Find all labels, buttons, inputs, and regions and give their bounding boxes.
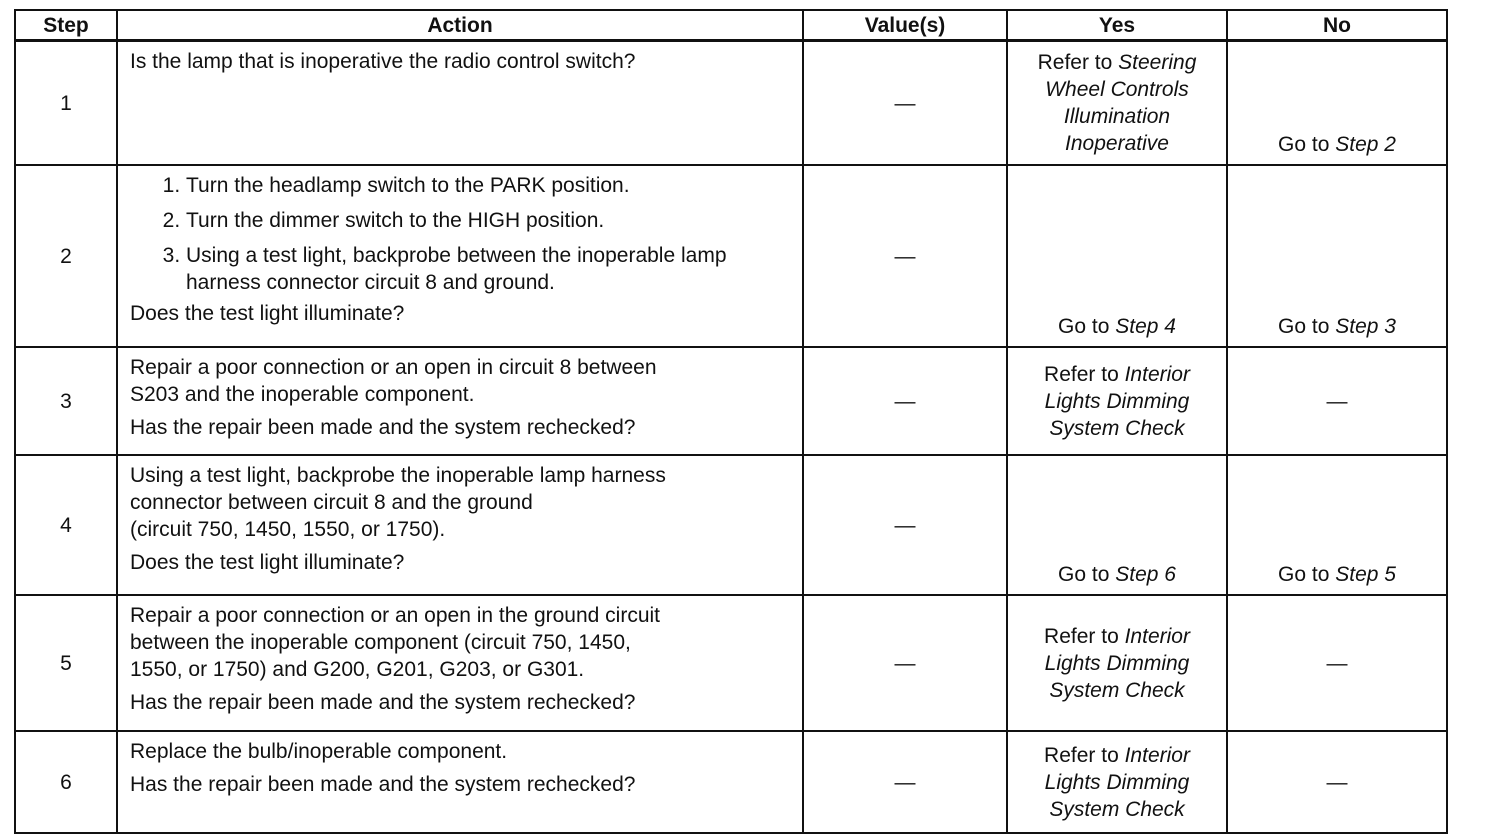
step-number: 4 [15,455,117,595]
action-cell [117,595,803,731]
yes-reference-link[interactable]: Interior Lights Dimming System Check [1044,743,1190,821]
diagnostic-table [14,9,1448,834]
table-row-step-6 [15,731,1447,833]
header-row [15,10,1447,41]
step-number: 3 [15,347,117,455]
no-cell [1227,165,1447,347]
no-cell: — [1227,347,1447,455]
action-question: Does the test light illuminate? [130,302,405,325]
header-no: No [1227,10,1447,41]
yes-reference-link[interactable]: Interior Lights Dimming System Check [1044,362,1190,440]
table-row-step-5 [15,595,1447,731]
no-cell [1227,41,1447,166]
action-text: Repair a poor connection or an open in circuit 8 between [130,356,657,379]
diagnostic-table-sheet [14,9,1446,834]
action-question: Does the test light illuminate? [130,551,405,574]
yes-prefix: Go to [1058,315,1116,338]
yes-reference-link[interactable]: Steering Wheel Controls Illumination Inoperative [1045,51,1197,155]
action-text: 1550, or 1750) and G200, G201, G203, or G301. [130,658,585,681]
action-cell [117,455,803,595]
list-item: 1. Turn the headlamp switch to the PARK position. [186,172,790,199]
header-step: Step [15,10,117,41]
yes-prefix: Refer to [1044,624,1125,648]
action-text: between the inoperable component (circuit 750, 1450, [130,631,631,654]
action-question: Has the repair been made and the system rechecked? [130,773,636,796]
action-question: Has the repair been made and the system rechecked? [130,416,636,439]
yes-prefix: Refer to [1044,743,1125,767]
no-prefix: Go to [1278,563,1336,586]
no-prefix: Go to [1278,133,1336,156]
substep-list [130,172,790,296]
value-cell: — [803,595,1007,731]
yes-reference-link[interactable]: Step 6 [1115,563,1176,586]
value-cell: — [803,347,1007,455]
action-question: Has the repair been made and the system rechecked? [130,691,636,714]
yes-cell [1007,455,1227,595]
no-cell: — [1227,595,1447,731]
action-text: Using a test light, backprobe the inoperable lamp harness [130,464,666,487]
action-cell [117,347,803,455]
value-cell: — [803,455,1007,595]
table-row-step-1 [15,41,1447,166]
action-text: Replace the bulb/inoperable component. [130,740,508,763]
action-text: connector between circuit 8 and the ground [130,491,533,514]
yes-reference-link[interactable]: Interior Lights Dimming System Check [1044,624,1190,702]
no-cell: — [1227,731,1447,833]
no-reference-link[interactable]: Step 2 [1335,133,1396,156]
yes-cell [1007,347,1227,455]
value-cell: — [803,731,1007,833]
header-yes: Yes [1007,10,1227,41]
yes-cell [1007,731,1227,833]
table-row-step-4 [15,455,1447,595]
action-cell [117,165,803,347]
yes-prefix: Refer to [1044,362,1125,386]
step-number: 1 [15,41,117,166]
yes-prefix: Refer to [1037,51,1119,74]
list-item: 3. Using a test light, backprobe between the inoperable lamp harness connector circuit 8 and ground. [186,242,790,296]
action-text: S203 and the inoperable component. [130,383,475,406]
yes-reference-link[interactable]: Step 4 [1115,315,1176,338]
action-text: Repair a poor connection or an open in the ground circuit [130,604,661,627]
table-row-step-2 [15,165,1447,347]
value-cell: — [803,41,1007,166]
action-text: Is the lamp that is inoperative the radio control switch? [130,50,636,73]
no-reference-link[interactable]: Step 5 [1335,563,1396,586]
step-number: 2 [15,165,117,347]
action-cell [117,41,803,166]
list-item: 2. Turn the dimmer switch to the HIGH position. [186,207,790,234]
no-prefix: Go to [1278,315,1336,338]
yes-cell [1007,595,1227,731]
no-cell [1227,455,1447,595]
step-number: 5 [15,595,117,731]
action-cell [117,731,803,833]
action-text: (circuit 750, 1450, 1550, or 1750). [130,518,446,541]
header-values: Value(s) [803,10,1007,41]
table-row-step-3 [15,347,1447,455]
no-reference-link[interactable]: Step 3 [1335,315,1396,338]
header-action: Action [117,10,803,41]
yes-prefix: Go to [1058,563,1116,586]
step-number: 6 [15,731,117,833]
value-cell: — [803,165,1007,347]
yes-cell [1007,165,1227,347]
yes-cell [1007,41,1227,166]
